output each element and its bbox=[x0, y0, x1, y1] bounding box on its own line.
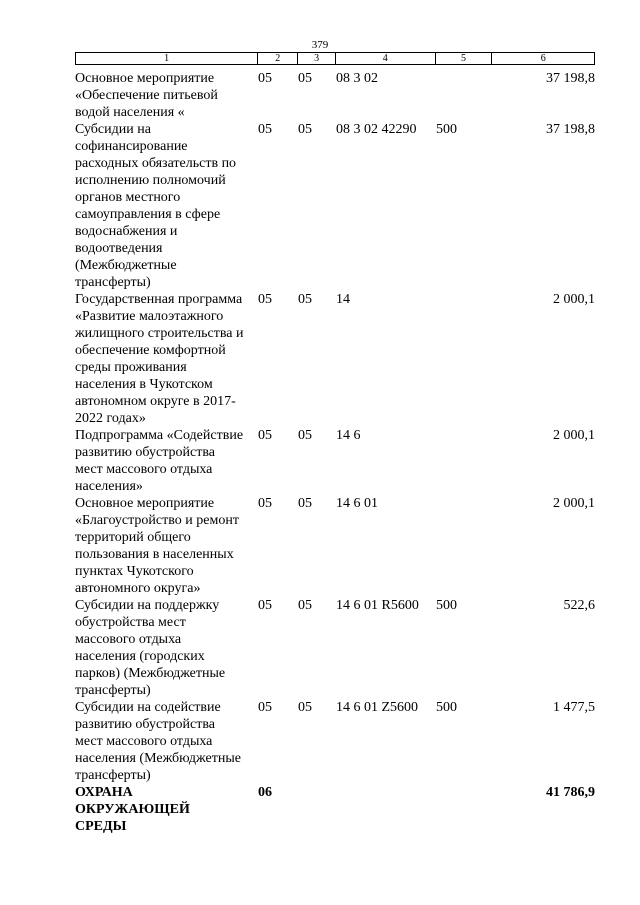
expense-type bbox=[436, 427, 493, 495]
subsection-code: 05 bbox=[298, 700, 312, 715]
row-name-line: ОКРУЖАЮЩЕЙ bbox=[75, 802, 190, 817]
section-code: 05 bbox=[258, 122, 272, 137]
row-name-line: самоуправления в сфере bbox=[75, 207, 221, 222]
header-col-5: 5 bbox=[436, 53, 493, 64]
row-name-line: ОХРАНА bbox=[75, 785, 133, 800]
target-article: 14 6 01 Z5600 bbox=[336, 700, 419, 715]
section-code: 05 bbox=[258, 292, 272, 307]
row-name-line: мест массового отдыха bbox=[75, 734, 213, 749]
row-name bbox=[75, 121, 258, 291]
section-code: 06 bbox=[258, 785, 272, 800]
row-name-line: Субсидии на содействие bbox=[75, 700, 221, 715]
expense-type: 500 bbox=[436, 700, 457, 715]
subsection-code: 05 bbox=[298, 598, 312, 613]
row-name-line: водой населения « bbox=[75, 105, 185, 120]
row-name-line: автономного округа» bbox=[75, 581, 201, 596]
target-article: 14 6 bbox=[336, 428, 361, 443]
row-name-line: водоснабжения и bbox=[75, 224, 178, 239]
section-code: 05 bbox=[258, 71, 272, 86]
table-row bbox=[75, 699, 595, 784]
header-col-3: 3 bbox=[298, 53, 336, 64]
row-name-line: трансферты) bbox=[75, 768, 151, 783]
target-article: 14 6 01 bbox=[336, 496, 378, 511]
table-row bbox=[75, 495, 595, 597]
row-name-line: жилищного строительства и bbox=[75, 326, 244, 341]
row-name-line: Субсидии на bbox=[75, 122, 151, 137]
expense-type bbox=[436, 784, 493, 835]
subsection-code: 05 bbox=[298, 292, 312, 307]
amount: 1 477,5 bbox=[553, 700, 595, 715]
row-name bbox=[75, 495, 258, 597]
row-name-line: пользования в населенных bbox=[75, 547, 234, 562]
row-name-line: Подпрограмма «Содействие bbox=[75, 428, 244, 443]
row-name-line: территорий общего bbox=[75, 530, 191, 545]
table-row bbox=[75, 121, 595, 291]
row-name-line: Основное мероприятие bbox=[75, 71, 215, 86]
amount: 41 786,9 bbox=[546, 785, 595, 800]
row-name-line: населения (городских bbox=[75, 649, 205, 664]
row-name bbox=[75, 70, 258, 121]
expense-type: 500 bbox=[436, 598, 457, 613]
row-name-line: населения (Межбюджетные bbox=[75, 751, 241, 766]
table-row bbox=[75, 291, 595, 427]
row-name-line: исполнению полномочий bbox=[75, 173, 226, 188]
row-name-line: расходных обязательств по bbox=[75, 156, 237, 171]
target-article: 08 3 02 42290 bbox=[336, 122, 417, 137]
row-name-line: автономном округе в 2017- bbox=[75, 394, 236, 409]
row-name-line: (Межбюджетные bbox=[75, 258, 177, 273]
subsection-code: 05 bbox=[298, 71, 312, 86]
subsection-code: 05 bbox=[298, 428, 312, 443]
section-code: 05 bbox=[258, 598, 272, 613]
header-col-6: 6 bbox=[540, 53, 546, 64]
row-name bbox=[75, 699, 258, 784]
page-number: 379 bbox=[311, 39, 329, 51]
amount: 2 000,1 bbox=[553, 428, 595, 443]
row-name-line: «Обеспечение питьевой bbox=[75, 88, 218, 103]
row-name-line: населения в Чукотском bbox=[75, 377, 213, 392]
row-name-line: обеспечение комфортной bbox=[75, 343, 226, 358]
amount: 522,6 bbox=[563, 598, 595, 613]
row-name-line: трансферты) bbox=[75, 275, 151, 290]
header-col-2: 2 bbox=[258, 53, 298, 64]
row-name-line: «Развитие малоэтажного bbox=[75, 309, 224, 324]
row-name-line: органов местного bbox=[75, 190, 181, 205]
row-name-line: развитию обустройства bbox=[75, 717, 215, 732]
amount: 2 000,1 bbox=[553, 496, 595, 511]
target-article bbox=[336, 784, 436, 835]
expense-type bbox=[436, 291, 493, 427]
target-article: 14 bbox=[336, 292, 350, 307]
expense-type bbox=[436, 70, 493, 121]
section-code: 05 bbox=[258, 496, 272, 511]
row-name bbox=[75, 291, 258, 427]
table-row bbox=[75, 427, 595, 495]
row-name-line: мест массового отдыха bbox=[75, 462, 213, 477]
target-article: 14 6 01 R5600 bbox=[336, 598, 419, 613]
section-code: 05 bbox=[258, 700, 272, 715]
row-name-line: Субсидии на поддержку bbox=[75, 598, 220, 613]
row-name-line: парков) (Межбюджетные bbox=[75, 666, 226, 681]
table-row bbox=[75, 597, 595, 699]
subsection-code: 05 bbox=[298, 122, 312, 137]
row-name-line: трансферты) bbox=[75, 683, 151, 698]
section-code: 05 bbox=[258, 428, 272, 443]
row-name bbox=[75, 784, 258, 835]
subsection-code bbox=[298, 784, 336, 835]
row-name-line: водоотведения bbox=[75, 241, 163, 256]
table-row bbox=[75, 70, 595, 121]
expense-type: 500 bbox=[436, 122, 457, 137]
row-name-line: пунктах Чукотского bbox=[75, 564, 194, 579]
expense-type bbox=[436, 495, 493, 597]
header-col-1: 1 bbox=[76, 53, 258, 64]
row-name-line: софинансирование bbox=[75, 139, 188, 154]
amount: 37 198,8 bbox=[546, 71, 595, 86]
row-name-line: Основное мероприятие bbox=[75, 496, 215, 511]
target-article: 08 3 02 bbox=[336, 71, 378, 86]
row-name-line: населения» bbox=[75, 479, 143, 494]
row-name-line: массового отдыха bbox=[75, 632, 182, 647]
row-name-line: «Благоустройство и ремонт bbox=[75, 513, 239, 528]
row-name-line: 2022 годах» bbox=[75, 411, 146, 426]
row-name-line: среды проживания bbox=[75, 360, 187, 375]
row-name-line: СРЕДЫ bbox=[75, 819, 127, 834]
amount: 37 198,8 bbox=[546, 122, 595, 137]
row-name bbox=[75, 597, 258, 699]
table-body bbox=[75, 70, 595, 835]
header-col-4: 4 bbox=[336, 53, 436, 64]
table-row bbox=[75, 784, 595, 835]
row-name-line: обустройства мест bbox=[75, 615, 186, 630]
subsection-code: 05 bbox=[298, 496, 312, 511]
amount: 2 000,1 bbox=[553, 292, 595, 307]
row-name-line: Государственная программа bbox=[75, 292, 243, 307]
table-header bbox=[75, 52, 595, 65]
row-name-line: развитию обустройства bbox=[75, 445, 215, 460]
row-name bbox=[75, 427, 258, 495]
